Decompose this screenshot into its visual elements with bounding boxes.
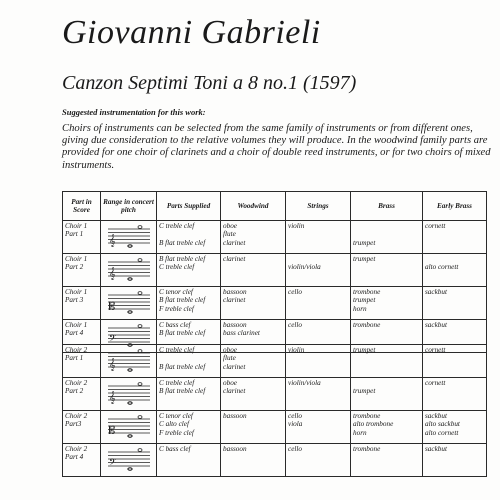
treble-clef-icon — [108, 379, 150, 409]
part-label: Part 4 — [65, 329, 84, 338]
table-row — [63, 444, 487, 477]
parts-supplied-cell — [157, 254, 221, 287]
early-brass-cell — [423, 287, 487, 320]
header-part-in-score: Part in Score — [63, 192, 101, 221]
woodwind-instrument: clarinet — [223, 255, 246, 263]
brass-instrument — [353, 363, 420, 371]
tenor-clef-icon — [108, 288, 150, 318]
early-brass-instrument: cornett — [425, 222, 446, 230]
part-label: Choir 2 — [65, 412, 88, 420]
woodwind-cell — [221, 254, 286, 287]
intro-paragraph: Choirs of instruments can be selected from the same family of instruments or from different ones, giving due consideration to the relative volumes they will produce. In the woodwind family parts are provided for one choir of clarinets and a choir of double reed instruments, or for two choirs of mixed instruments. — [62, 123, 491, 171]
strings-cell — [286, 254, 351, 287]
alto-clef-icon — [108, 412, 150, 442]
svg-text:𝄢: 𝄢 — [108, 333, 116, 346]
part-cell — [63, 287, 101, 320]
early-brass-instrument — [425, 272, 484, 280]
woodwind-instrument — [223, 396, 283, 404]
part-cell — [63, 254, 101, 287]
composer-name: Giovanni Gabrieli — [62, 14, 321, 51]
part-label: Choir 1 — [65, 255, 88, 263]
string-instrument — [288, 296, 348, 304]
early-brass-cell — [423, 345, 487, 378]
part-label: Choir 1 — [65, 321, 88, 329]
woodwind-cell — [221, 444, 286, 477]
table-row — [63, 411, 487, 444]
woodwind-instrument: clarinet — [223, 238, 246, 247]
part-clef — [159, 230, 218, 238]
part-clef: F treble clef — [159, 304, 194, 313]
woodwind-instrument — [223, 453, 283, 461]
brass-instrument: trumpet — [353, 238, 376, 247]
part-clef: C treble clef — [159, 346, 195, 354]
early-brass-instrument: alto sackbut — [425, 420, 460, 429]
svg-text:𝄞: 𝄞 — [108, 234, 116, 247]
early-brass-instrument — [425, 305, 484, 313]
header-brass: Brass — [351, 192, 423, 221]
brass-instrument: trombone — [353, 288, 381, 296]
range-cell — [101, 254, 157, 287]
part-label: Part 1 — [65, 354, 84, 363]
string-instrument: violin — [288, 346, 305, 354]
string-instrument — [288, 272, 348, 280]
brass-cell — [351, 221, 423, 254]
brass-instrument — [353, 354, 420, 362]
strings-cell — [286, 378, 351, 411]
part-clef — [159, 462, 218, 470]
early-brass-instrument: cornett — [425, 379, 446, 387]
svg-text:𝄞: 𝄞 — [108, 358, 116, 371]
early-brass-instrument: alto cornett — [425, 263, 459, 272]
range-cell — [101, 411, 157, 444]
string-instrument: violin/viola — [288, 263, 321, 272]
woodwind-instrument: bassoon — [223, 445, 247, 453]
strings-cell — [286, 221, 351, 254]
choir-1-table — [62, 191, 487, 353]
brass-instrument — [353, 329, 420, 337]
early-brass-instrument — [425, 387, 484, 395]
treble-clef-icon — [108, 222, 150, 252]
early-brass-cell — [423, 411, 487, 444]
piece-title: Canzon Septimi Toni a 8 no.1 (1597) — [62, 72, 357, 94]
parts-supplied-cell — [157, 221, 221, 254]
part-label: Choir 2 — [65, 346, 88, 354]
header-row — [63, 192, 487, 221]
string-instrument — [288, 329, 348, 337]
table-row — [63, 221, 487, 254]
string-instrument — [288, 396, 348, 404]
brass-instrument: trombone — [353, 321, 381, 329]
string-instrument — [288, 255, 348, 263]
string-instrument — [288, 305, 348, 313]
part-label: Choir 1 — [65, 288, 88, 296]
early-brass-instrument — [425, 462, 484, 470]
string-instrument: violin/viola — [288, 379, 321, 387]
early-brass-instrument: alto cornett — [425, 428, 459, 437]
early-brass-instrument: cornett — [425, 346, 446, 354]
early-brass-instrument — [425, 453, 484, 461]
part-clef: B flat treble clef — [159, 296, 206, 305]
part-label: Part 4 — [65, 453, 84, 462]
part-clef: C alto clef — [159, 420, 189, 429]
part-cell — [63, 345, 101, 378]
part-label: Choir 1 — [65, 222, 88, 230]
suggested-instrumentation-label: Suggested instrumentation for this work: — [62, 107, 206, 117]
svg-text:𝄢: 𝄢 — [108, 457, 116, 470]
woodwind-cell — [221, 378, 286, 411]
range-cell — [101, 221, 157, 254]
woodwind-cell — [221, 287, 286, 320]
woodwind-instrument: clarinet — [223, 296, 246, 305]
svg-text:𝄡: 𝄡 — [108, 300, 115, 313]
part-label: Part3 — [65, 420, 82, 429]
early-brass-instrument: sackbut — [425, 321, 447, 329]
woodwind-instrument: clarinet — [223, 362, 246, 371]
woodwind-instrument — [223, 420, 283, 428]
brass-instrument — [353, 263, 420, 271]
part-clef: B flat treble clef — [159, 238, 206, 247]
range-cell — [101, 378, 157, 411]
brass-instrument: trombone — [353, 445, 381, 453]
brass-cell — [351, 287, 423, 320]
early-brass-instrument — [425, 296, 484, 304]
early-brass-cell — [423, 378, 487, 411]
woodwind-instrument — [223, 272, 283, 280]
woodwind-cell — [221, 411, 286, 444]
string-instrument: violin — [288, 222, 305, 230]
part-clef — [159, 396, 218, 404]
strings-cell — [286, 444, 351, 477]
string-instrument: cello — [288, 321, 302, 329]
woodwind-instrument: oboe — [223, 222, 237, 230]
parts-supplied-cell — [157, 411, 221, 444]
table-row — [63, 254, 487, 287]
woodwind-cell — [221, 221, 286, 254]
woodwind-instrument: oboe — [223, 379, 237, 387]
svg-text:𝄞: 𝄞 — [108, 267, 116, 280]
choir-2-table — [62, 344, 487, 477]
brass-instrument: trumpet — [353, 255, 376, 263]
header-woodwind: Woodwind — [221, 192, 286, 221]
header-range: Range in concert pitch — [101, 192, 157, 221]
early-brass-instrument — [425, 363, 484, 371]
treble-clef-icon — [108, 346, 150, 376]
part-clef — [159, 354, 218, 362]
strings-cell — [286, 345, 351, 378]
brass-instrument: horn — [353, 428, 367, 437]
part-clef: C tenor clef — [159, 412, 193, 420]
string-instrument — [288, 363, 348, 371]
range-cell — [101, 444, 157, 477]
range-cell — [101, 345, 157, 378]
part-clef: C treble clef — [159, 379, 195, 387]
brass-instrument — [353, 222, 420, 230]
part-cell — [63, 444, 101, 477]
table-row — [63, 287, 487, 320]
string-instrument — [288, 230, 348, 238]
brass-cell — [351, 254, 423, 287]
string-instrument — [288, 354, 348, 362]
part-cell — [63, 221, 101, 254]
brass-instrument: trombone — [353, 412, 381, 420]
brass-instrument: trumpet — [353, 387, 376, 396]
string-instrument: cello — [288, 412, 302, 420]
woodwind-instrument: bassoon — [223, 412, 247, 420]
brass-instrument — [353, 453, 420, 461]
svg-text:𝄡: 𝄡 — [108, 424, 115, 437]
brass-cell — [351, 411, 423, 444]
brass-cell — [351, 444, 423, 477]
brass-cell — [351, 345, 423, 378]
early-brass-instrument — [425, 255, 484, 263]
part-clef: C bass clef — [159, 321, 191, 329]
part-clef: C treble clef — [159, 263, 195, 272]
early-brass-cell — [423, 444, 487, 477]
string-instrument — [288, 462, 348, 470]
woodwind-instrument — [223, 305, 283, 313]
woodwind-instrument: bassoon — [223, 288, 247, 296]
woodwind-instrument: oboe — [223, 346, 237, 354]
svg-text:𝄞: 𝄞 — [108, 391, 116, 404]
part-clef: B flat treble clef — [159, 362, 206, 371]
woodwind-instrument: flute — [223, 230, 236, 239]
parts-supplied-cell — [157, 287, 221, 320]
header-strings: Strings — [286, 192, 351, 221]
string-instrument — [288, 429, 348, 437]
woodwind-instrument: clarinet — [223, 387, 246, 396]
brass-instrument: alto trombone — [353, 420, 394, 429]
woodwind-instrument — [223, 462, 283, 470]
table-row — [63, 378, 487, 411]
early-brass-instrument: sackbut — [425, 412, 447, 420]
part-clef: C tenor clef — [159, 288, 193, 296]
brass-instrument: trumpet — [353, 296, 376, 305]
parts-supplied-cell — [157, 345, 221, 378]
parts-supplied-cell — [157, 378, 221, 411]
strings-cell — [286, 287, 351, 320]
brass-instrument — [353, 396, 420, 404]
early-brass-instrument — [425, 329, 484, 337]
string-instrument: cello — [288, 288, 302, 296]
brass-instrument — [353, 272, 420, 280]
woodwind-cell — [221, 345, 286, 378]
string-instrument — [288, 387, 348, 395]
part-label: Part 2 — [65, 263, 84, 272]
string-instrument — [288, 239, 348, 247]
header-parts-supplied: Parts Supplied — [157, 192, 221, 221]
range-cell — [101, 287, 157, 320]
early-brass-cell — [423, 254, 487, 287]
part-label: Part 2 — [65, 387, 84, 396]
string-instrument — [288, 453, 348, 461]
brass-cell — [351, 378, 423, 411]
table-row — [63, 345, 487, 378]
woodwind-instrument: bassoon — [223, 321, 247, 329]
parts-supplied-cell — [157, 444, 221, 477]
early-brass-instrument — [425, 396, 484, 404]
part-label: Part 1 — [65, 230, 84, 239]
part-clef — [159, 453, 218, 461]
string-instrument: cello — [288, 445, 302, 453]
early-brass-cell — [423, 221, 487, 254]
part-clef: B flat treble clef — [159, 329, 206, 338]
part-clef: C treble clef — [159, 222, 195, 230]
early-brass-instrument — [425, 230, 484, 238]
part-clef: B flat treble clef — [159, 255, 206, 263]
part-label: Part 3 — [65, 296, 84, 305]
part-clef — [159, 272, 218, 280]
part-label: Choir 2 — [65, 379, 88, 387]
part-label: Choir 2 — [65, 445, 88, 453]
part-cell — [63, 378, 101, 411]
part-cell — [63, 411, 101, 444]
woodwind-instrument: bass clarinet — [223, 329, 260, 338]
brass-instrument: horn — [353, 304, 367, 313]
early-brass-instrument — [425, 239, 484, 247]
strings-cell — [286, 411, 351, 444]
brass-instrument — [353, 462, 420, 470]
brass-instrument — [353, 230, 420, 238]
early-brass-instrument: sackbut — [425, 288, 447, 296]
woodwind-instrument — [223, 263, 283, 271]
brass-instrument — [353, 379, 420, 387]
woodwind-instrument: flute — [223, 354, 236, 363]
string-instrument: viola — [288, 420, 303, 429]
part-clef: C bass clef — [159, 445, 191, 453]
bass-clef-icon — [108, 445, 150, 475]
brass-instrument: trumpet — [353, 346, 376, 354]
header-early-brass: Early Brass — [423, 192, 487, 221]
woodwind-instrument — [223, 429, 283, 437]
early-brass-instrument: sackbut — [425, 445, 447, 453]
early-brass-instrument — [425, 354, 484, 362]
treble-clef-icon — [108, 255, 150, 285]
part-clef: F treble clef — [159, 428, 194, 437]
part-clef: B flat treble clef — [159, 387, 206, 396]
